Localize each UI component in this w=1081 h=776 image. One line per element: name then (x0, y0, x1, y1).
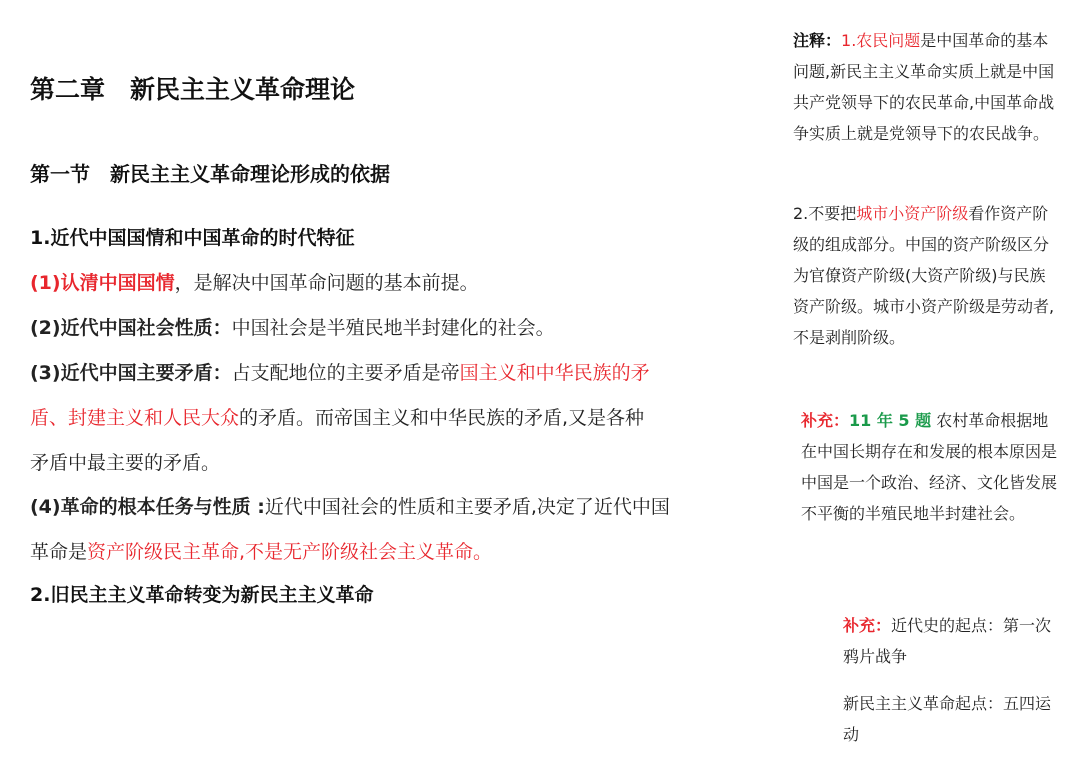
paragraph-3-line-3 (30, 450, 220, 476)
paragraph-3-line-2 (30, 405, 644, 431)
paragraph-4-text-b: 革命是 (30, 541, 88, 563)
paragraph-3-red-b: 盾、封建主义和人民大众 (30, 407, 240, 429)
paragraph-3-text-b: 的矛盾。而帝国主义和中华民族的矛盾,又是各种 (239, 407, 645, 429)
paragraph-3-red-a: 国主义和中华民族的矛 (459, 362, 650, 384)
note-1-label: 注释： (793, 31, 842, 50)
paragraph-2-text: 中国社会是半殖民地半封建化的社会。 (231, 317, 555, 339)
paragraph-3-line-1 (30, 360, 650, 386)
supplement-2-text-a: 近代史的起点：第一次鸦片战争 (843, 616, 1052, 666)
paragraph-1-text: ，是解决中国革命问题的基本前提。 (174, 272, 479, 294)
chapter-title: 第二章 新民主主义革命理论 (30, 75, 356, 104)
supplement-1-label: 补充： (801, 411, 850, 430)
note-2-text-a: 2.不要把 (793, 204, 857, 223)
paragraph-2 (30, 315, 555, 341)
supplement-1-tag: 11 年 5 题 (849, 411, 932, 430)
section-title: 第一节 新民主主义革命理论形成的依据 (30, 162, 390, 186)
paragraph-1 (30, 270, 479, 296)
supplement-2-label: 补充： (843, 616, 892, 635)
supplement-2-text-b: 新民主主义革命起点：五四运动 (843, 694, 1052, 744)
note-1 (793, 25, 1063, 149)
heading-2: 2.旧民主主义革命转变为新民主主义革命 (30, 584, 374, 606)
paragraph-3-label: (3)近代中国主要矛盾： (30, 362, 232, 384)
supplement-1-text: 农村革命根据地在中国长期存在和发展的根本原因是中国是一个政治、经济、文化皆发展不平衡的半殖民地半封建社会。 (801, 411, 1058, 523)
supplement-1 (801, 405, 1063, 529)
note-2-text-b: 看作资产阶级的组成部分。中国的资产阶级区分为官僚资产阶级(大资产阶级)与民族资产阶级。城市小资产阶级是劳动者,不是剥削阶级。 (793, 204, 1055, 347)
note-2-red: 城市小资产阶级 (856, 204, 969, 223)
paragraph-4-red: 资产阶级民主革命,不是无产阶级社会主义革命。 (87, 541, 493, 563)
note-1-red: 1.农民问题 (841, 31, 921, 50)
paragraph-4-label: (4)革命的根本任务与性质 : (30, 496, 265, 518)
paragraph-1-label: (1)认清中国国情 (30, 272, 175, 294)
paragraph-4-line-2 (30, 539, 492, 565)
heading-1: 1.近代中国国情和中国革命的时代特征 (30, 227, 355, 249)
supplement-2 (843, 610, 1065, 750)
paragraph-4-text-a: 近代中国社会的性质和主要矛盾,决定了近代中国 (264, 496, 670, 518)
paragraph-4-line-1 (30, 494, 670, 520)
paragraph-2-label: (2)近代中国社会性质： (30, 317, 232, 339)
note-1-text: 是中国革命的基本问题,新民主主义革命实质上就是中国共产党领导下的农民革命,中国革命战争实质上就是党领导下的农民战争。 (793, 31, 1055, 143)
note-2 (793, 198, 1061, 353)
paragraph-3-text-c: 矛盾中最主要的矛盾。 (30, 452, 221, 474)
paragraph-3-text-a: 占支配地位的主要矛盾是帝 (231, 362, 460, 384)
